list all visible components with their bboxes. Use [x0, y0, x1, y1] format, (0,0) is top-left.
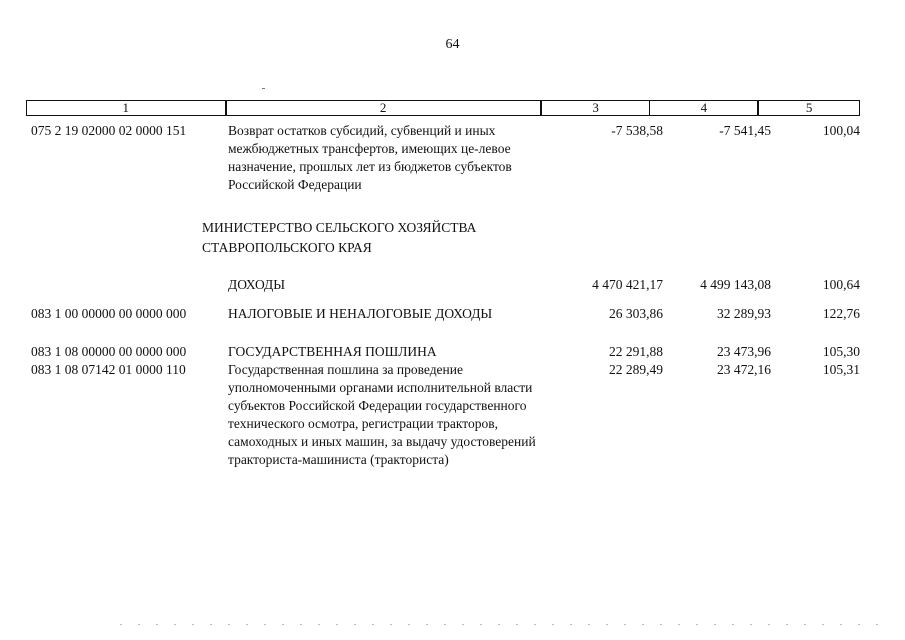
header-col-3: 3 [542, 101, 651, 115]
row-description: Государственная пошлина за проведение уполномоченными органами исполнительной власти субъектов Российской Федерации государственного технического осмотра, регистрации тракторов, самоходных и иных машин, за выдачу удостоверений тракториста-машиниста (тракториста) [228, 362, 536, 467]
header-col-5: 5 [805, 100, 813, 115]
row-code: 083 1 08 07142 01 0000 110 [31, 362, 186, 377]
scan-noise [120, 624, 890, 625]
row-col5: 100,04 [822, 123, 860, 138]
row-col3: 4 470 421,17 [592, 277, 663, 292]
row-col5: 100,64 [822, 277, 860, 292]
row-col5: 122,76 [822, 306, 860, 321]
header-col-2: 2 [227, 101, 542, 115]
row-description: ГОСУДАРСТВЕННАЯ ПОШЛИНА [228, 344, 437, 359]
row-col5: 105,31 [822, 362, 860, 377]
table-header [26, 100, 860, 116]
header-col-4: 4 [650, 101, 759, 115]
row-col3: -7 538,58 [611, 123, 663, 138]
row-col5: 105,30 [822, 344, 860, 359]
scan-mark [262, 88, 265, 89]
row-code: 083 1 08 00000 00 0000 000 [31, 344, 187, 359]
row-col4: 4 499 143,08 [700, 277, 771, 292]
row-description: ДОХОДЫ [228, 277, 286, 292]
row-col4: -7 541,45 [719, 123, 771, 138]
row-description: Возврат остатков субсидий, субвенций и иных межбюджетных трансфертов, имеющих це-левое назначение, прошлых лет из бюджетов субъектов Российской Федерации [228, 123, 512, 192]
row-description: НАЛОГОВЫЕ И НЕНАЛОГОВЫЕ ДОХОДЫ [228, 306, 493, 321]
row-col4: 23 473,96 [717, 344, 771, 359]
row-col3: 22 291,88 [609, 344, 663, 359]
row-col3: 22 289,49 [609, 362, 663, 377]
row-code: 083 1 00 00000 00 0000 000 [31, 306, 187, 321]
page-number: 64 [445, 37, 460, 52]
row-code: 075 2 19 02000 02 0000 151 [31, 123, 187, 138]
row-col4: 32 289,93 [717, 306, 771, 321]
row-col3: 26 303,86 [609, 306, 663, 321]
section-heading: МИНИСТЕРСТВО СЕЛЬСКОГО ХОЗЯЙСТВА СТАВРОПОЛЬСКОГО КРАЯ [202, 220, 477, 255]
row-col4: 23 472,16 [717, 362, 771, 377]
header-col-1: 1 [27, 101, 227, 115]
